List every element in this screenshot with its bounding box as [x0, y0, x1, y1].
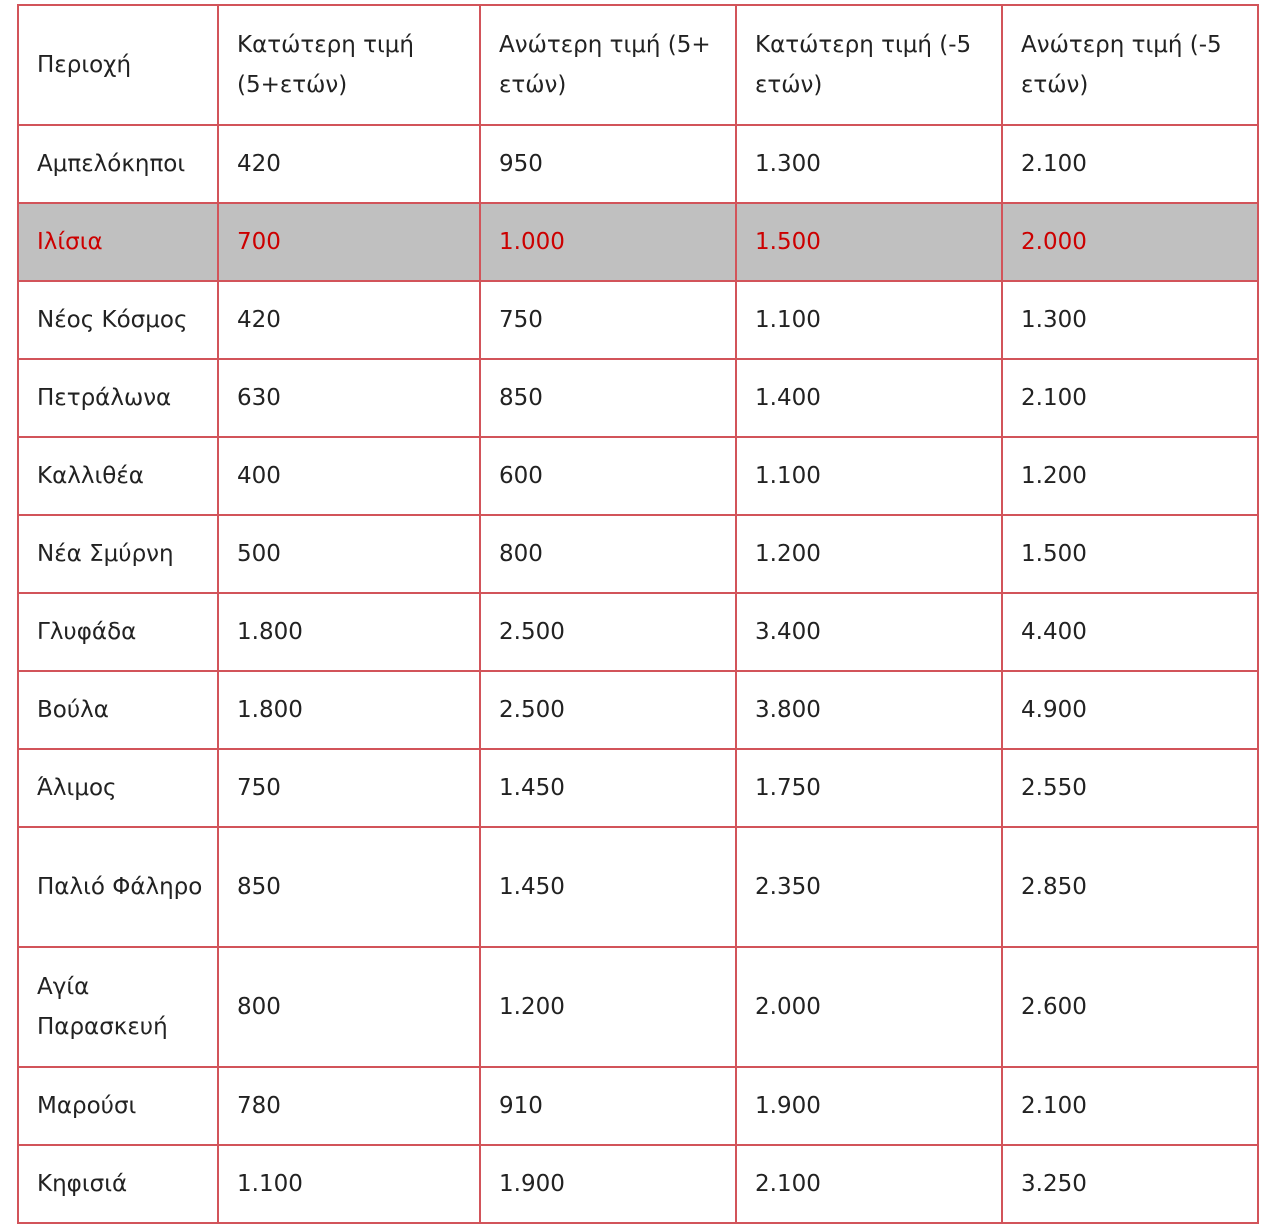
min-price-under5-cell: 2.100: [736, 1145, 1002, 1223]
price-table: [17, 4, 1259, 1224]
max-price-under5-cell: 1.300: [1002, 281, 1258, 359]
max-price-5plus-cell: 1.000: [480, 203, 736, 281]
table-row: [18, 1145, 1258, 1223]
max-price-5plus-cell: 950: [480, 125, 736, 203]
max-price-under5-cell: 2.850: [1002, 827, 1258, 947]
min-price-5plus-cell: 1.100: [218, 1145, 480, 1223]
area-cell: Νέος Κόσμος: [18, 281, 218, 359]
table-row: [18, 593, 1258, 671]
min-price-under5-cell: 2.000: [736, 947, 1002, 1067]
table-body: [18, 5, 1258, 1223]
max-price-5plus-cell: 850: [480, 359, 736, 437]
area-cell: Βούλα: [18, 671, 218, 749]
max-price-under5-cell: 4.400: [1002, 593, 1258, 671]
min-price-5plus-cell: 1.800: [218, 671, 480, 749]
min-price-5plus-cell: 750: [218, 749, 480, 827]
table-row: [18, 827, 1258, 947]
max-price-5plus-cell: 1.200: [480, 947, 736, 1067]
area-cell: Αγία Παρασκευή: [18, 947, 218, 1067]
max-price-under5-cell: 4.900: [1002, 671, 1258, 749]
table-row: [18, 671, 1258, 749]
max-price-5plus-cell: 600: [480, 437, 736, 515]
min-price-5plus-cell: 780: [218, 1067, 480, 1145]
table-row: [18, 281, 1258, 359]
max-price-under5-cell: 2.000: [1002, 203, 1258, 281]
max-price-under5-cell: 3.250: [1002, 1145, 1258, 1223]
header-cell-max-price-5plus: Ανώτερη τιμή (5+ ετών): [480, 5, 736, 125]
min-price-under5-cell: 1.750: [736, 749, 1002, 827]
max-price-5plus-cell: 2.500: [480, 593, 736, 671]
header-row: [18, 5, 1258, 125]
area-cell: Καλλιθέα: [18, 437, 218, 515]
max-price-under5-cell: 2.600: [1002, 947, 1258, 1067]
max-price-5plus-cell: 1.450: [480, 827, 736, 947]
max-price-under5-cell: 2.550: [1002, 749, 1258, 827]
table-row: [18, 749, 1258, 827]
area-cell: Κηφισιά: [18, 1145, 218, 1223]
header-cell-min-price-under5: Κατώτερη τιμή (-5 ετών): [736, 5, 1002, 125]
max-price-under5-cell: 1.200: [1002, 437, 1258, 515]
area-cell: Γλυφάδα: [18, 593, 218, 671]
area-cell: Νέα Σμύρνη: [18, 515, 218, 593]
table-row: [18, 947, 1258, 1067]
max-price-under5-cell: 2.100: [1002, 125, 1258, 203]
table-row: [18, 125, 1258, 203]
max-price-under5-cell: 2.100: [1002, 1067, 1258, 1145]
min-price-under5-cell: 1.900: [736, 1067, 1002, 1145]
min-price-5plus-cell: 630: [218, 359, 480, 437]
min-price-5plus-cell: 850: [218, 827, 480, 947]
min-price-under5-cell: 1.100: [736, 437, 1002, 515]
max-price-5plus-cell: 2.500: [480, 671, 736, 749]
min-price-under5-cell: 1.100: [736, 281, 1002, 359]
max-price-5plus-cell: 750: [480, 281, 736, 359]
max-price-under5-cell: 1.500: [1002, 515, 1258, 593]
header-cell-min-price-5plus: Κατώτερη τιμή (5+ετών): [218, 5, 480, 125]
table-row: [18, 359, 1258, 437]
table-row-highlighted: [18, 203, 1258, 281]
area-cell: Αμπελόκηποι: [18, 125, 218, 203]
table-row: [18, 515, 1258, 593]
table-row: [18, 1067, 1258, 1145]
table-row: [18, 437, 1258, 515]
area-cell: Μαρούσι: [18, 1067, 218, 1145]
max-price-5plus-cell: 1.450: [480, 749, 736, 827]
max-price-5plus-cell: 1.900: [480, 1145, 736, 1223]
min-price-5plus-cell: 500: [218, 515, 480, 593]
min-price-under5-cell: 1.500: [736, 203, 1002, 281]
max-price-5plus-cell: 910: [480, 1067, 736, 1145]
min-price-under5-cell: 3.800: [736, 671, 1002, 749]
min-price-under5-cell: 1.200: [736, 515, 1002, 593]
min-price-5plus-cell: 400: [218, 437, 480, 515]
min-price-under5-cell: 2.350: [736, 827, 1002, 947]
max-price-under5-cell: 2.100: [1002, 359, 1258, 437]
min-price-under5-cell: 1.300: [736, 125, 1002, 203]
header-cell-area: Περιοχή: [18, 5, 218, 125]
header-cell-max-price-under5: Ανώτερη τιμή (-5 ετών): [1002, 5, 1258, 125]
area-cell: Πετράλωνα: [18, 359, 218, 437]
area-cell: Παλιό Φάληρο: [18, 827, 218, 947]
area-cell: Ιλίσια: [18, 203, 218, 281]
min-price-5plus-cell: 800: [218, 947, 480, 1067]
min-price-5plus-cell: 420: [218, 281, 480, 359]
min-price-under5-cell: 3.400: [736, 593, 1002, 671]
min-price-under5-cell: 1.400: [736, 359, 1002, 437]
min-price-5plus-cell: 420: [218, 125, 480, 203]
max-price-5plus-cell: 800: [480, 515, 736, 593]
min-price-5plus-cell: 1.800: [218, 593, 480, 671]
min-price-5plus-cell: 700: [218, 203, 480, 281]
area-cell: Άλιμος: [18, 749, 218, 827]
